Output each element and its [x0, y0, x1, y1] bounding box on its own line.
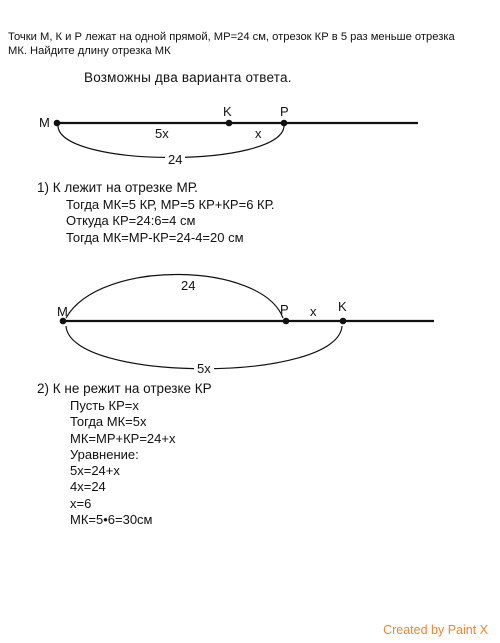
figure2-label-mp: 24	[178, 279, 198, 293]
figure2-arc-mp	[66, 274, 283, 318]
answer-heading: Возможны два варианта ответа.	[84, 70, 292, 85]
case2-steps	[70, 398, 175, 528]
figure1-label-p: P	[280, 104, 289, 119]
case2-step: МК=МР+КР=24+х	[70, 430, 176, 446]
case2-step: Уравнение:	[70, 446, 139, 462]
case1-title: 1) К лежит на отрезке МР.	[37, 180, 198, 195]
figure2-point-p	[283, 318, 290, 325]
figure1-label-k: K	[223, 104, 232, 119]
figure2-point-k	[340, 318, 347, 325]
figure2-label-p: P	[280, 302, 289, 317]
watermark: Created by Paint X	[383, 623, 488, 637]
case2-title: 2) К не режит на отрезке КР	[37, 381, 212, 396]
figure1-label-mp: 24	[165, 153, 185, 167]
case1-step: Откуда КР=24:6=4 см	[66, 213, 196, 229]
case2-step: Пусть КР=х	[70, 398, 139, 413]
problem-line-1: Точки М, К и Р лежат на одной прямой, МР=24 см, отрезок КР в 5 раз меньше отрезка	[8, 31, 455, 43]
case2-step: Тогда МК=5х	[70, 414, 147, 430]
case1-step: Тогда МК=5 КР, МР=5 КР+КР=6 КР.	[66, 197, 275, 212]
figure2-label-pk: x	[310, 304, 317, 319]
figure1-label-m: M	[39, 115, 50, 130]
case2-step: 4х=24	[70, 479, 106, 495]
case2-step: 5х=24+х	[70, 463, 120, 479]
case2-step: МК=5•6=30см	[70, 512, 153, 528]
figure1-label-kp: x	[255, 126, 262, 141]
case2-step: х=6	[70, 495, 92, 511]
figure1-label-mk: 5x	[155, 126, 169, 141]
figure2-label-mk: 5x	[194, 362, 214, 376]
figure2-label-m: M	[57, 304, 68, 319]
case1-step: Тогда МК=МР-КР=24-4=20 см	[66, 229, 244, 245]
figure2-label-k: K	[338, 299, 347, 314]
problem-line-2: МК. Найдите длину отрезка МК	[8, 45, 171, 57]
